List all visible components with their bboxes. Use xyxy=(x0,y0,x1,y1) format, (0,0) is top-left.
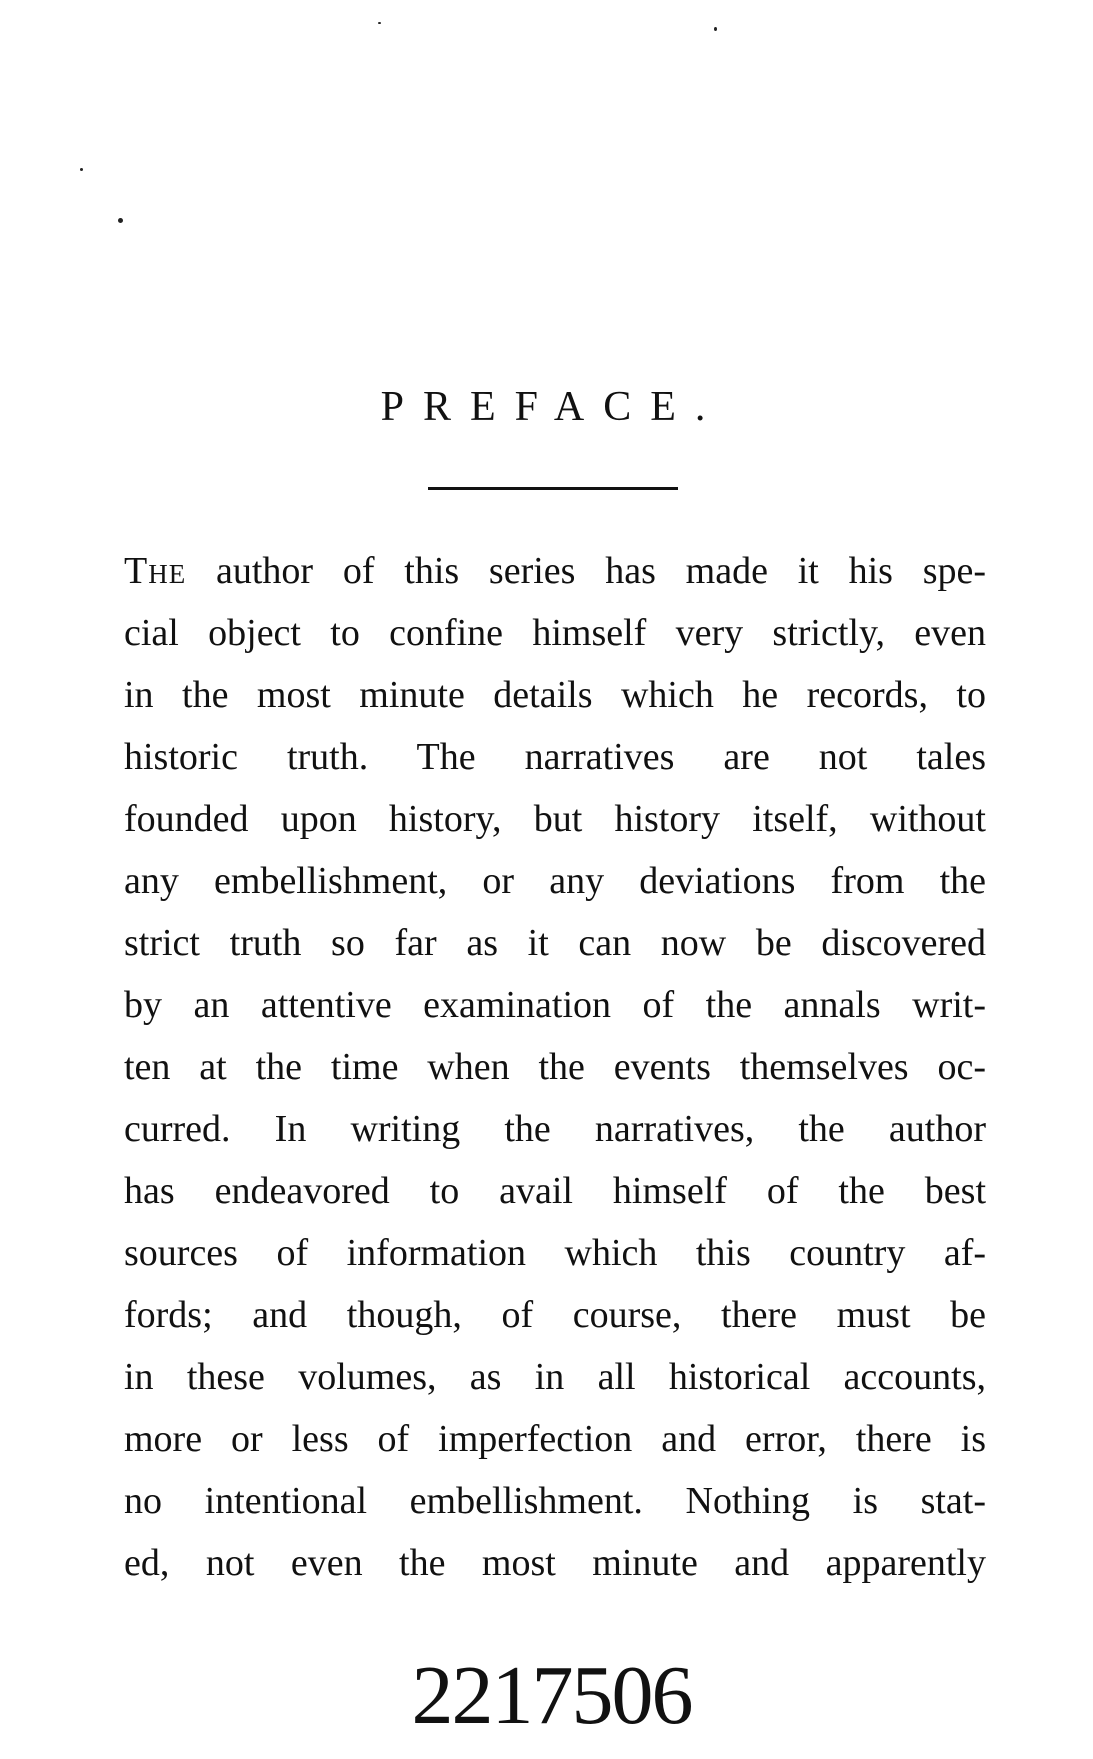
ink-speck xyxy=(80,168,83,171)
text-line: has endeavored to avail himself of the best xyxy=(124,1170,986,1212)
lead-word: The xyxy=(124,550,187,592)
text-line: curred. In writing the narratives, the author xyxy=(124,1108,986,1150)
text-line: in these volumes, as in all historical accounts, xyxy=(124,1356,986,1398)
text-line: strict truth so far as it can now be discovered xyxy=(124,922,986,964)
preface-paragraph xyxy=(124,540,986,1594)
text-line: founded upon history, but history itself, without xyxy=(124,798,986,840)
ink-speck xyxy=(118,218,123,223)
text-line: ten at the time when the events themselves oc- xyxy=(124,1046,986,1088)
text-line: fords; and though, of course, there must be xyxy=(124,1294,986,1336)
catalog-number: 2217506 xyxy=(411,1649,692,1742)
text-line: cial object to confine himself very strictly, even xyxy=(124,612,986,654)
ink-speck xyxy=(714,27,717,31)
text-line: no intentional embellishment. Nothing is stat- xyxy=(124,1480,986,1522)
title-divider xyxy=(428,487,678,490)
text-line: sources of information which this country af- xyxy=(124,1232,986,1274)
page-title: PREFACE. xyxy=(380,384,725,430)
text-line: The author of this series has made it his spe- xyxy=(124,550,987,592)
ink-speck xyxy=(378,22,381,24)
text-line: in the most minute details which he records, to xyxy=(124,674,986,716)
text-line: historic truth. The narratives are not tales xyxy=(124,736,986,778)
text-line: more or less of imperfection and error, there is xyxy=(124,1418,986,1460)
text-line: any embellishment, or any deviations from the xyxy=(124,860,986,902)
text-line: by an attentive examination of the annals writ- xyxy=(124,984,986,1026)
text-line: ed, not even the most minute and apparently xyxy=(124,1542,986,1584)
